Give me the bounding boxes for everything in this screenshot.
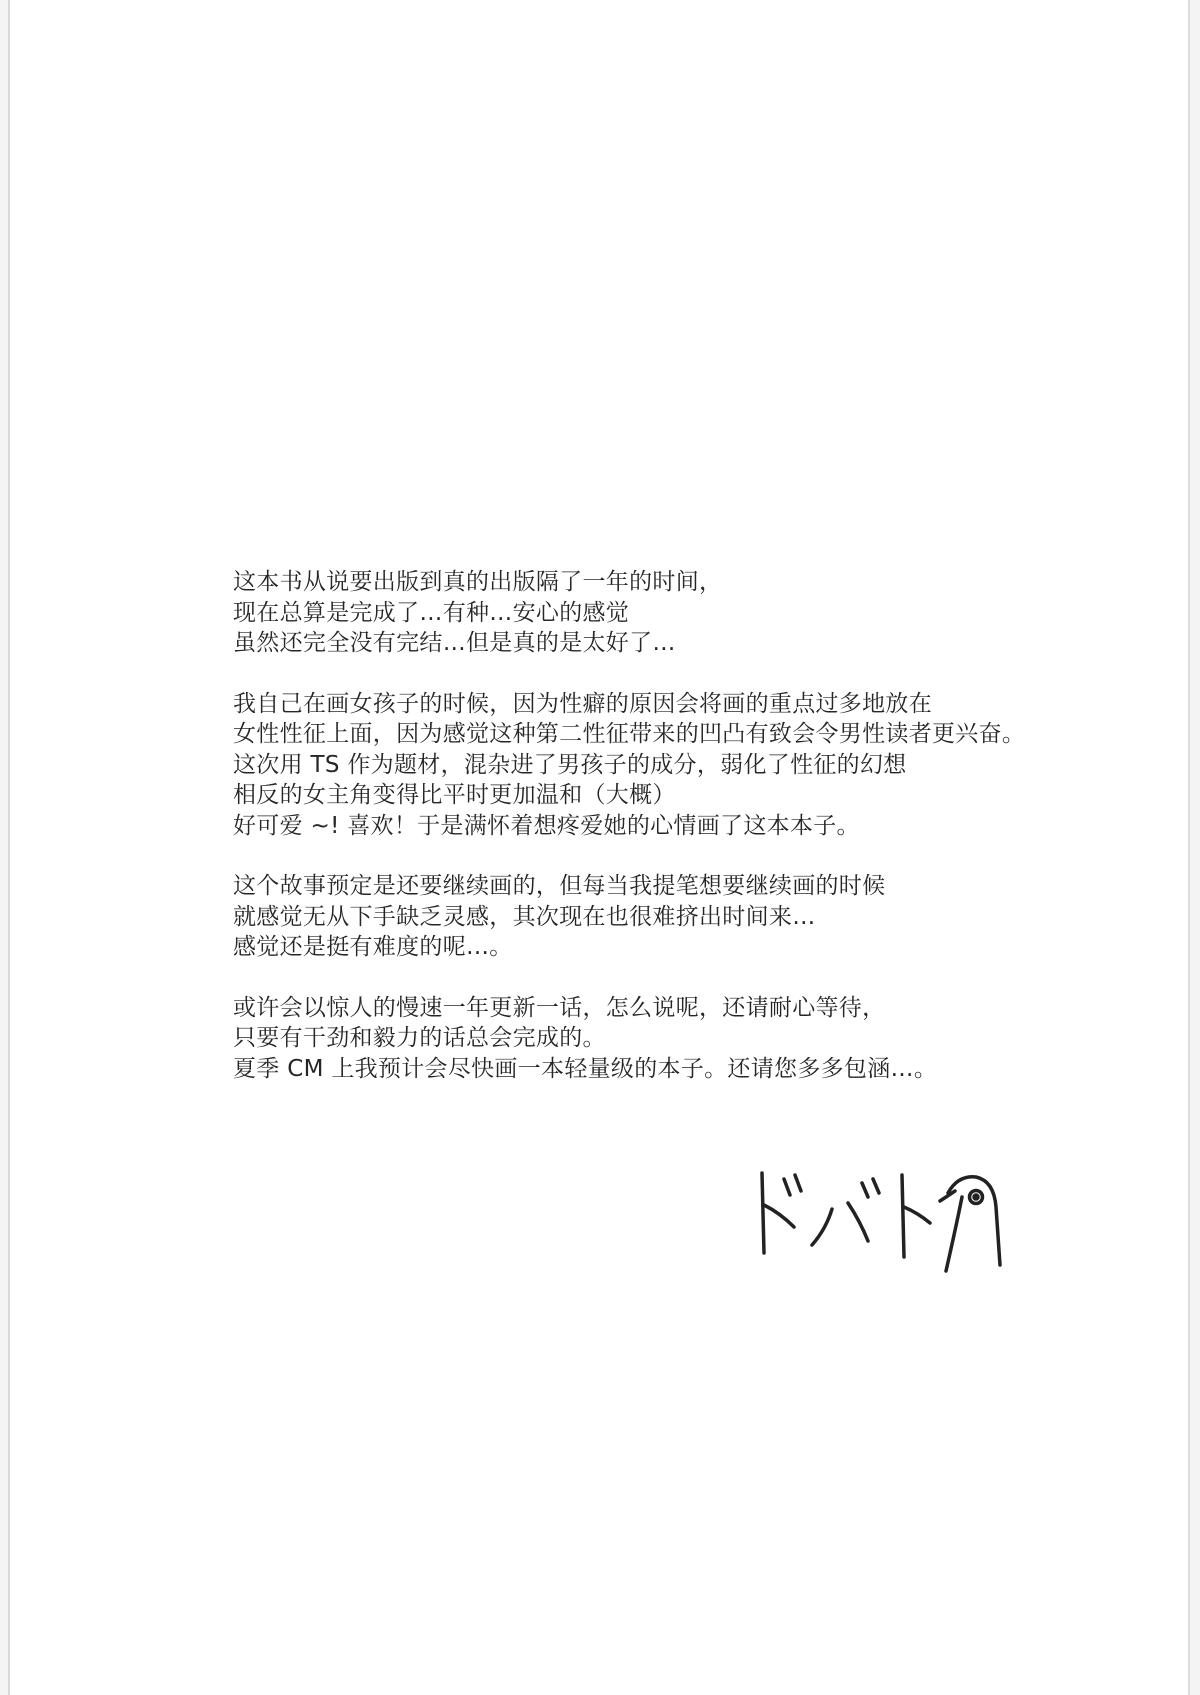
afterword-text xyxy=(233,567,1133,1114)
text-line: 就感觉无从下手缺乏灵感，其次现在也很难挤出时间来… xyxy=(233,903,816,930)
text-line: 相反的女主角变得比平时更加温和（大概） xyxy=(233,782,676,808)
signature-handwriting xyxy=(750,1165,1010,1275)
text-line: 我自己在画女孩子的时候，因为性癖的原因会将画的重点过多地放在 xyxy=(233,690,932,717)
pigeon-doodle-icon xyxy=(940,1177,1000,1271)
text-line: 这本书从说要出版到真的出版隔了一年的时间， xyxy=(233,569,723,595)
text-line: 女性性征上面，因为感觉这种第二性征带来的凹凸有致会令男性读者更兴奋。 xyxy=(233,721,1026,747)
paragraph-4 xyxy=(233,993,1133,1085)
text-line: 这个故事预定是还要继续画的，但每当我提笔想要继续画的时候 xyxy=(233,873,886,899)
page-edge-right xyxy=(1188,0,1190,1695)
text-line: 只要有干劲和毅力的话总会完成的。 xyxy=(233,1025,606,1051)
text-line: 或许会以惊人的慢速一年更新一话，怎么说呢，还请耐心等待， xyxy=(233,994,886,1021)
text-line: 现在总算是完成了…有种…安心的感觉 xyxy=(233,599,630,626)
signature xyxy=(750,1165,1010,1275)
paragraph-3 xyxy=(233,871,1133,963)
text-line: 这次用 TS 作为题材，混杂进了男孩子的成分，弱化了性征的幻想 xyxy=(233,751,907,778)
paragraph-1 xyxy=(233,567,1133,659)
paragraph-2 xyxy=(233,689,1133,842)
text-line: 感觉还是挺有难度的呢…。 xyxy=(233,934,513,960)
text-line: 夏季 CM 上我预计会尽快画一本轻量级的本子。还请您多多包涵…。 xyxy=(233,1055,938,1082)
text-line: 虽然还完全没有完结…但是真的是太好了… xyxy=(233,630,676,656)
text-line: 好可爱 ~! 喜欢！于是满怀着想疼爱她的心情画了这本本子。 xyxy=(233,812,860,839)
